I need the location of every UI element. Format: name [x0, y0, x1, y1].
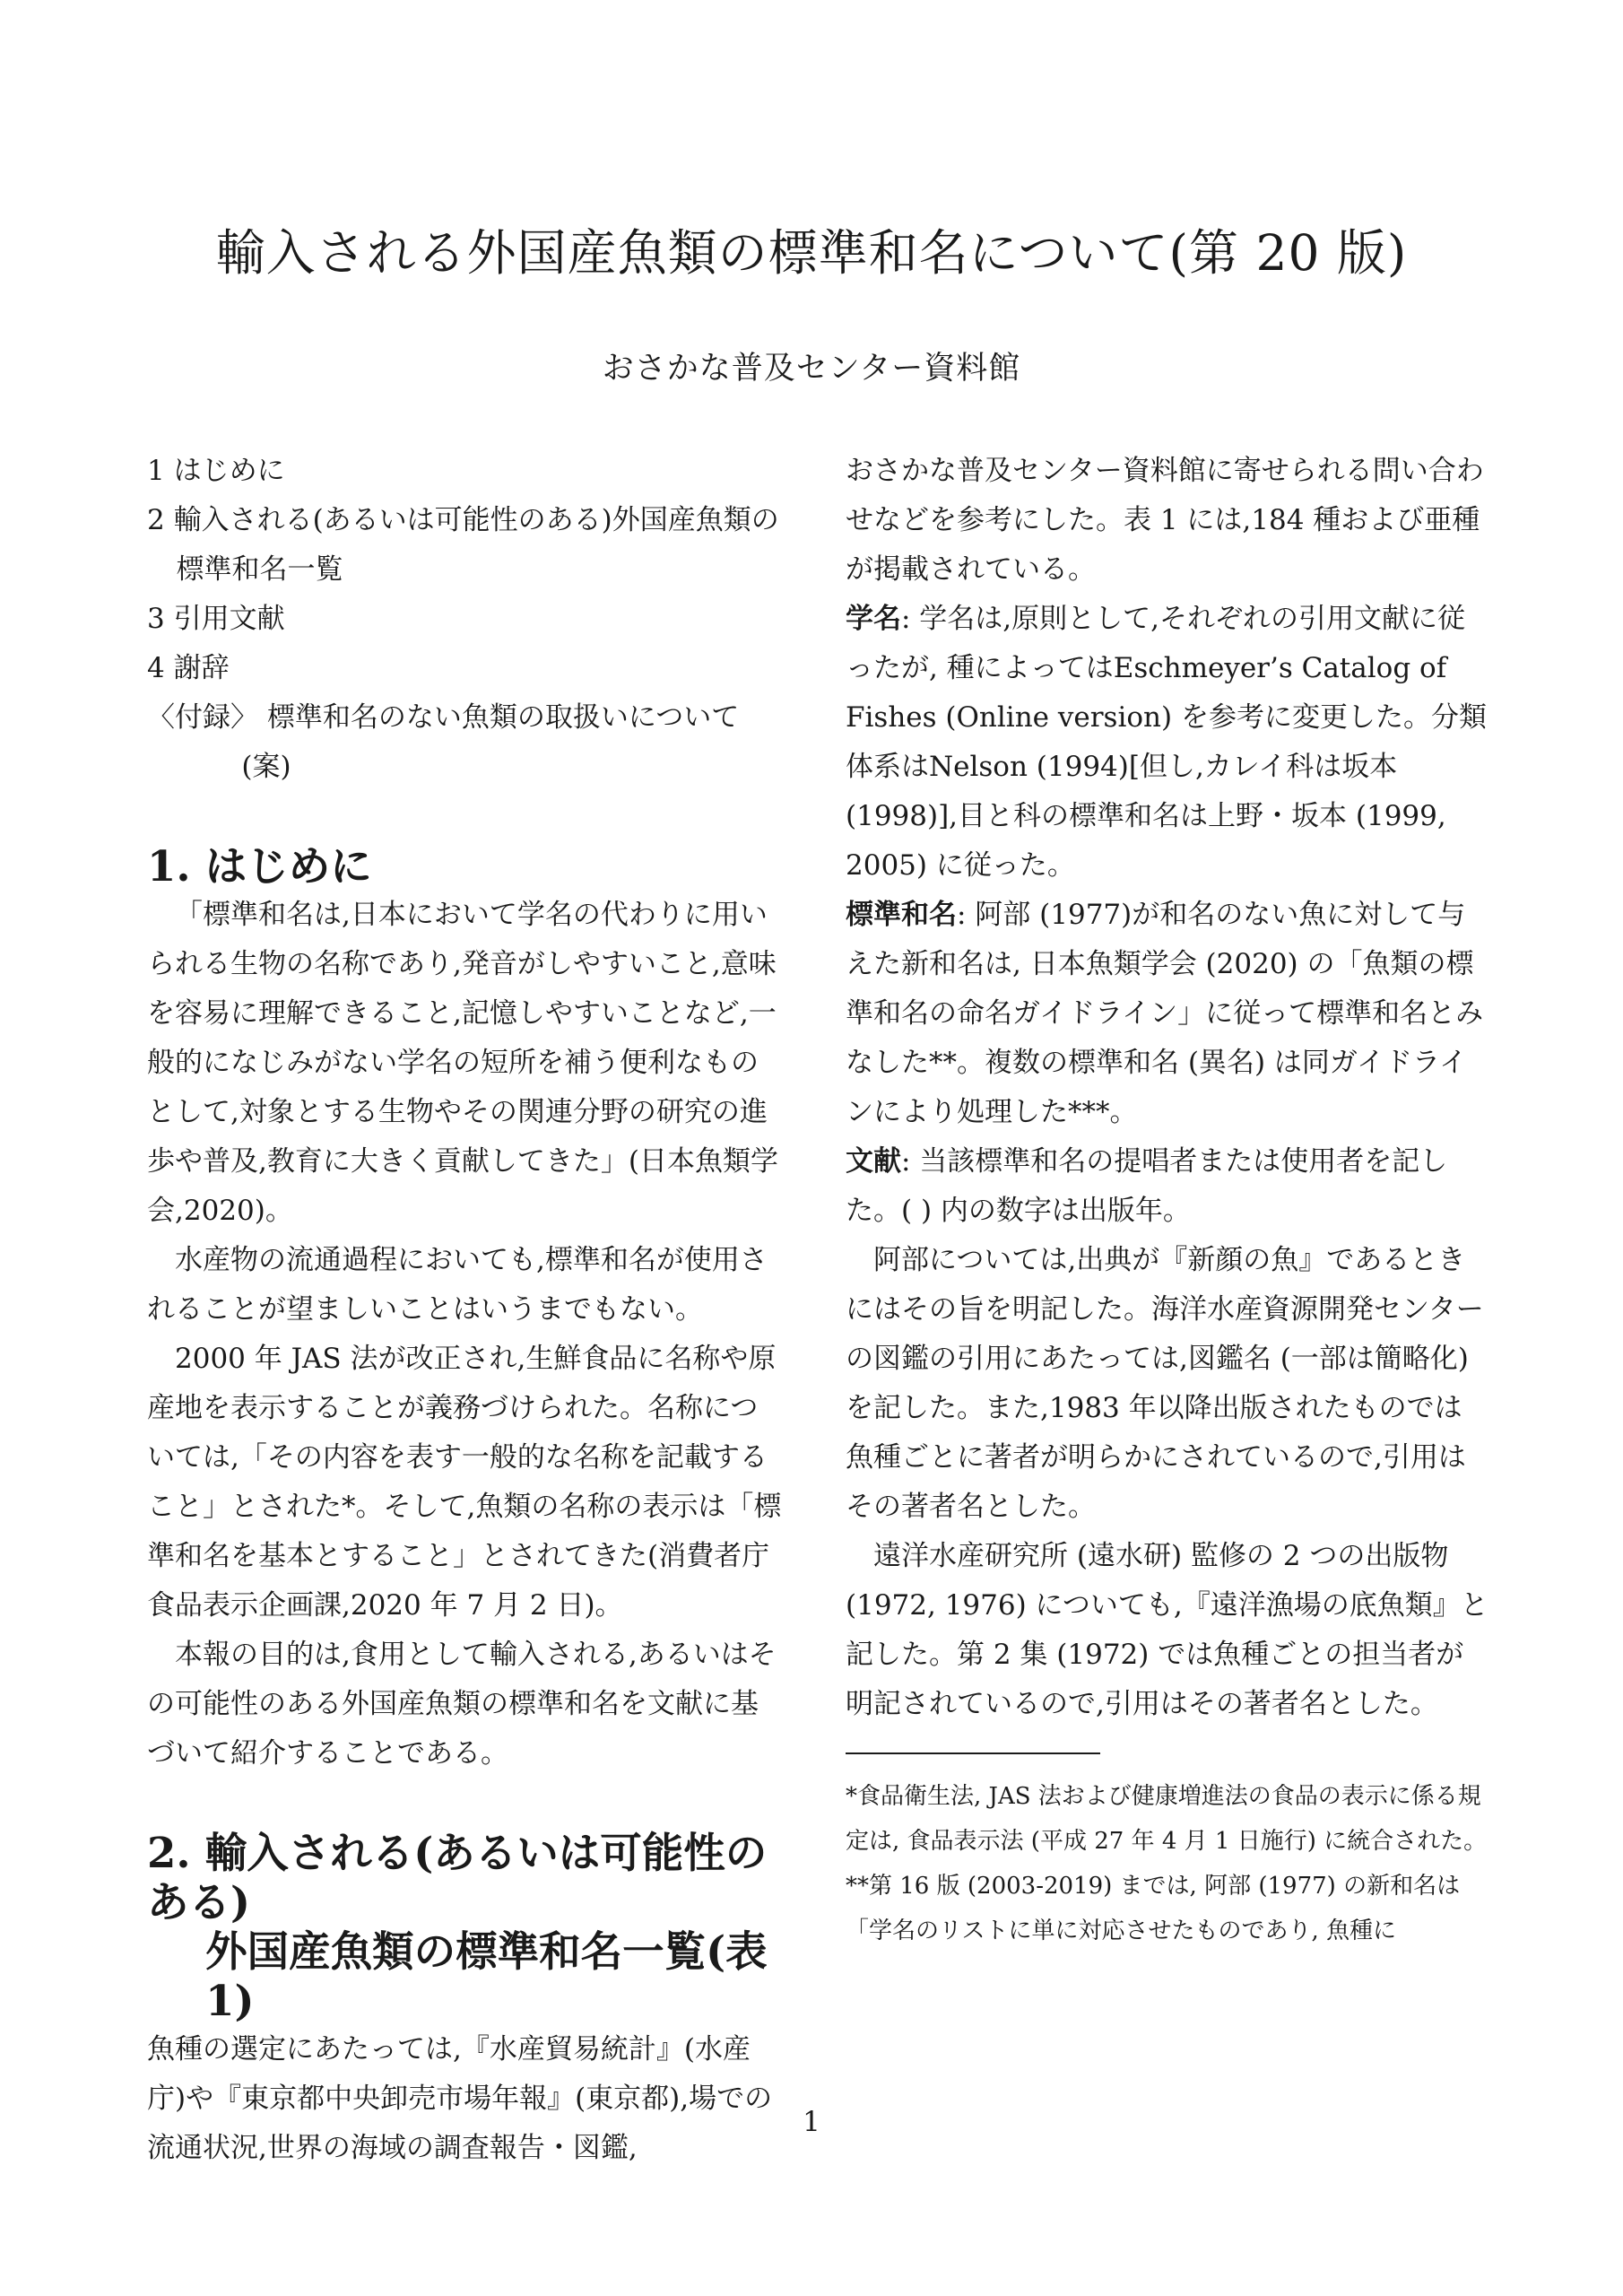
- page-number: 1: [803, 2106, 820, 2138]
- toc-item: 3 引用文献: [147, 603, 285, 635]
- toc-item: 4 謝辞: [147, 652, 230, 684]
- definition-term: 文献: [846, 1145, 901, 1178]
- body-paragraph: 魚種の選定にあたっては,『水産貿易統計』(水産庁)や『東京都中央卸売市場年報』(東京都),場での流通状況,世界の海域の調査報告・図鑑,: [147, 2033, 773, 2164]
- toc-item: 1 はじめに: [147, 455, 285, 487]
- definition-item: [846, 891, 1489, 1137]
- right-column: [846, 447, 1489, 1953]
- section-2-heading-line2: 外国産魚類の標準和名一覧(表 1): [205, 1926, 768, 2025]
- toc-item-appendix: 〈付録〉 標準和名のない魚類の取扱いについて(案): [147, 701, 740, 783]
- definition-text: : 阿部 (1977)が和名のない魚に対して与えた新和名は, 日本魚類学会 (2020) の「魚類の標準和名の命名ガイドライン」に従って標準和名とみなした**。複数の標準和名 (異名) は同ガイドラインにより処理した***。: [846, 899, 1484, 1128]
- definition-item: [846, 1137, 1489, 1236]
- document-author: おさかな普及センター資料館: [602, 351, 1021, 387]
- definition-text: : 当該標準和名の提唱者または使用者を記した。( ) 内の数字は出版年。: [846, 1145, 1448, 1227]
- body-paragraph: 阿部については,出典が『新顔の魚』であるときにはその旨を明記した。海洋水産資源開発センターの図鑑の引用にあたっては,図鑑名 (一部は簡略化) を記した。また,1983 年以降出版されたものでは魚種ごとに著者が明らかにされているので,引用はその著者名とした。: [846, 1244, 1484, 1523]
- footnote: *食品衛生法, JAS 法および健康増進法の食品の表示に係る規定は, 食品表示法 (平成 27 年 4 月 1 日施行) に統合された。: [846, 1783, 1488, 1855]
- toc-item: 2 輸入される(あるいは可能性のある)外国産魚類の標準和名一覧: [147, 504, 779, 586]
- body-paragraph: 水産物の流通過程においても,標準和名が使用されることが望ましいことはいうまでもない。: [147, 1244, 768, 1326]
- section-2-heading-line1: 2. 輸入される(あるいは可能性のある): [147, 1828, 768, 1926]
- footnote: **第 16 版 (2003-2019) までは, 阿部 (1977) の新和名は「学名のリストに単に対応させたものであり, 魚種に: [846, 1873, 1461, 1944]
- body-paragraph: 本報の目的は,食用として輸入される,あるいはその可能性のある外国産魚類の標準和名を文献に基づいて紹介することである。: [147, 1639, 777, 1770]
- body-paragraph: 「標準和名は,日本において学名の代わりに用いられる生物の名称であり,発音がしやすいこと,意味を容易に理解できること,記憶しやすいことなど,一般的になじみがない学名の短所を補う便利なものとして,対象とする生物やその関連分野の研究の進歩や普及,教育に大きく貢献してきた」(日本魚類学会,2020)。: [147, 899, 778, 1227]
- body-paragraph: 2000 年 JAS 法が改正され,生鮮食品に名称や原産地を表示することが義務づけられた。名称については,「その内容を表す一般的な名称を記載すること」とされた*。そして,魚類の名称の表示は「標準和名を基本とすること」とされてきた(消費者庁食品表示企画課,2020 年 7 月 2 日)。: [147, 1343, 782, 1622]
- definition-text: : 学名は,原則として,それぞれの引用文献に従ったが, 種によってはEschmeyer’s Catalog of Fishes (Online version) を参考に変更した。分類体系はNelson (1994)[但し,カレイ科は坂本 (1998)],目と科の標準和名は上野・坂本 (1999, 2005) に従った。: [846, 603, 1487, 882]
- definition-term: 標準和名: [846, 899, 957, 931]
- section-1-heading: 1. はじめに: [147, 841, 372, 891]
- footnote-divider: [846, 1752, 1100, 1754]
- left-column: [147, 447, 785, 2173]
- body-paragraph: おさかな普及センター資料館に寄せられる問い合わせなどを参考にした。表 1 には,184 種および亜種が掲載されている。: [846, 455, 1484, 586]
- body-paragraph: 遠洋水産研究所 (遠水研) 監修の 2 つの出版物 (1972, 1976) についても,『遠洋漁場の底魚類』と記した。第 2 集 (1972) では魚種ごとの担当者が明記されているので,引用はその著者名とした。: [846, 1540, 1488, 1720]
- definition-term: 学名: [846, 603, 901, 635]
- table-of-contents: [147, 447, 785, 792]
- section-2-heading: [147, 1828, 785, 2025]
- document-title: 輸入される外国産魚類の標準和名について(第 20 版): [215, 224, 1408, 282]
- definition-item: [846, 595, 1489, 891]
